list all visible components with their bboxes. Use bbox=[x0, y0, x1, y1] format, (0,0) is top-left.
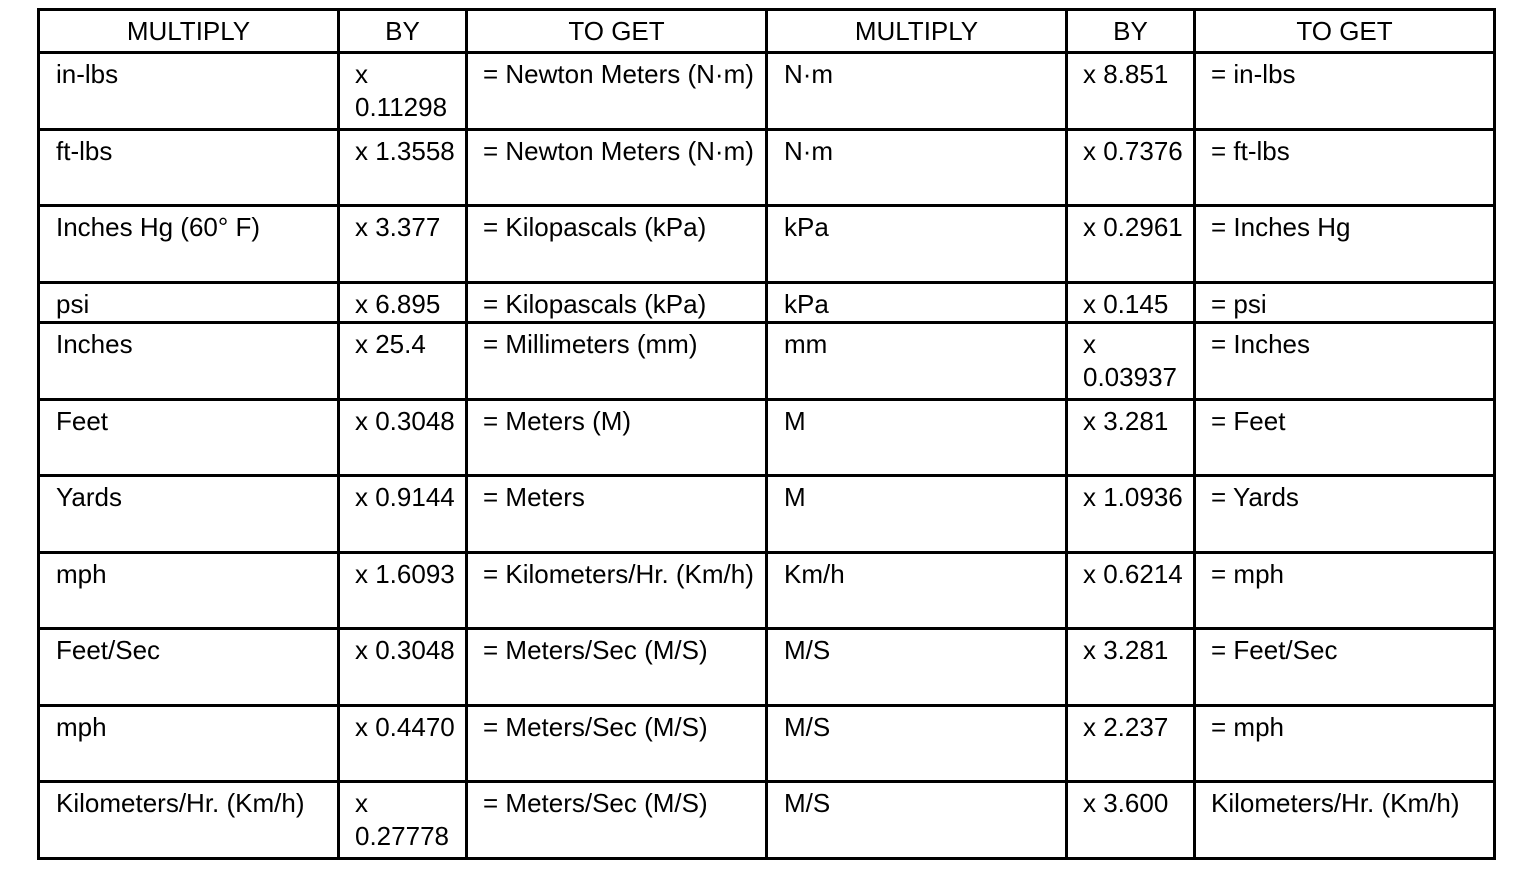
table-cell: = mph bbox=[1211, 711, 1284, 742]
table-cell: = Feet bbox=[1211, 405, 1286, 436]
table-cell: x 1.0936 bbox=[1083, 482, 1183, 513]
table-cell: mph bbox=[56, 558, 107, 589]
table-cell: = Kilopascals (kPa) bbox=[483, 212, 707, 243]
table-cell: = Newton Meters (N·m) bbox=[483, 135, 754, 166]
table-cell: x 1.6093 bbox=[355, 558, 455, 589]
table-cell: x 0.03937 bbox=[1083, 328, 1177, 392]
table-cell: = Millimeters (mm) bbox=[483, 328, 698, 359]
table-cell: = Meters/Sec (M/S) bbox=[483, 635, 708, 666]
table-cell: N·m bbox=[784, 59, 834, 89]
table-cell: x 0.7376 bbox=[1083, 135, 1183, 166]
table-cell: x 0.9144 bbox=[355, 482, 455, 513]
table-row bbox=[39, 552, 1495, 629]
table-row bbox=[39, 206, 1495, 283]
table-row bbox=[39, 129, 1495, 206]
table-cell: = psi bbox=[1211, 288, 1267, 319]
table-cell: x 1.3558 bbox=[355, 135, 455, 166]
table-cell: M bbox=[784, 405, 806, 436]
table-cell: x 3.281 bbox=[1083, 405, 1169, 436]
table-cell: = Yards bbox=[1211, 482, 1299, 513]
table-cell: x 3.600 bbox=[1083, 788, 1169, 819]
header-to-get: TO GET bbox=[467, 10, 767, 53]
table-cell: x 3.281 bbox=[1083, 635, 1169, 666]
table-cell: Inches Hg (60° F) bbox=[56, 212, 261, 243]
table-cell: Inches bbox=[56, 328, 133, 359]
header-multiply: MULTIPLY bbox=[767, 10, 1067, 53]
table-cell: x 0.11298 bbox=[355, 59, 448, 122]
table-cell: = Meters (M) bbox=[483, 405, 632, 436]
conversion-table bbox=[37, 8, 1496, 860]
table-row bbox=[39, 476, 1495, 553]
table-cell: = Meters/Sec (M/S) bbox=[483, 788, 708, 819]
table-cell: x 0.3048 bbox=[355, 635, 455, 666]
table-row bbox=[39, 53, 1495, 130]
table-cell: M/S bbox=[784, 788, 831, 819]
header-to-get: TO GET bbox=[1195, 10, 1495, 53]
table-cell: x 8.851 bbox=[1083, 59, 1169, 89]
table-cell: x 0.6214 bbox=[1083, 558, 1183, 589]
table-header-row bbox=[39, 10, 1495, 53]
table-cell: = Kilometers/Hr. (Km/h) bbox=[483, 558, 754, 589]
header-multiply: MULTIPLY bbox=[39, 10, 339, 53]
table-cell: Kilometers/Hr. (Km/h) bbox=[56, 788, 305, 819]
table-cell: x 25.4 bbox=[355, 328, 426, 359]
table-cell: x 3.377 bbox=[355, 212, 441, 243]
table-cell: = Feet/Sec bbox=[1211, 635, 1338, 666]
table-cell: ft-lbs bbox=[56, 135, 113, 166]
table-cell: mph bbox=[56, 711, 107, 742]
table-row bbox=[39, 629, 1495, 706]
table-row bbox=[39, 399, 1495, 476]
table-body bbox=[39, 53, 1495, 859]
table-row bbox=[39, 322, 1495, 399]
table-cell: x 0.3048 bbox=[355, 405, 455, 436]
header-by: BY bbox=[1067, 10, 1195, 53]
table-cell: x 0.145 bbox=[1083, 288, 1169, 319]
table-cell: = Newton Meters (N·m) bbox=[483, 59, 754, 89]
table-cell: = mph bbox=[1211, 558, 1284, 589]
table-row bbox=[39, 782, 1495, 859]
table-row bbox=[39, 705, 1495, 782]
table-cell: N·m bbox=[784, 135, 834, 166]
table-cell: Feet/Sec bbox=[56, 635, 161, 666]
table-cell: x 2.237 bbox=[1083, 711, 1169, 742]
table-cell: Km/h bbox=[784, 558, 845, 589]
header-by: BY bbox=[339, 10, 467, 53]
table-cell: = ft-lbs bbox=[1211, 135, 1290, 166]
table-cell: psi bbox=[56, 288, 90, 319]
table-cell: mm bbox=[784, 328, 828, 359]
table-cell: Feet bbox=[56, 405, 109, 436]
table-cell: = in-lbs bbox=[1211, 59, 1296, 89]
table-cell: M bbox=[784, 482, 806, 513]
table-cell: x 0.4470 bbox=[355, 711, 455, 742]
table-cell: kPa bbox=[784, 212, 829, 243]
table-cell: Yards bbox=[56, 482, 122, 513]
table-cell: x 0.27778 bbox=[355, 788, 449, 852]
table-cell: = Inches Hg bbox=[1211, 212, 1351, 243]
table-cell: x 0.2961 bbox=[1083, 212, 1183, 243]
table-cell: in-lbs bbox=[56, 59, 119, 89]
table-row bbox=[39, 282, 1495, 322]
table-cell: = Meters bbox=[483, 482, 585, 513]
table-cell: x 6.895 bbox=[355, 288, 441, 319]
table-cell: Kilometers/Hr. (Km/h) bbox=[1211, 788, 1460, 819]
table-cell: M/S bbox=[784, 711, 831, 742]
table-cell: kPa bbox=[784, 288, 829, 319]
table-cell: M/S bbox=[784, 635, 831, 666]
table-cell: = Meters/Sec (M/S) bbox=[483, 711, 708, 742]
table-cell: = Kilopascals (kPa) bbox=[483, 288, 707, 319]
table-cell: = Inches bbox=[1211, 328, 1311, 359]
